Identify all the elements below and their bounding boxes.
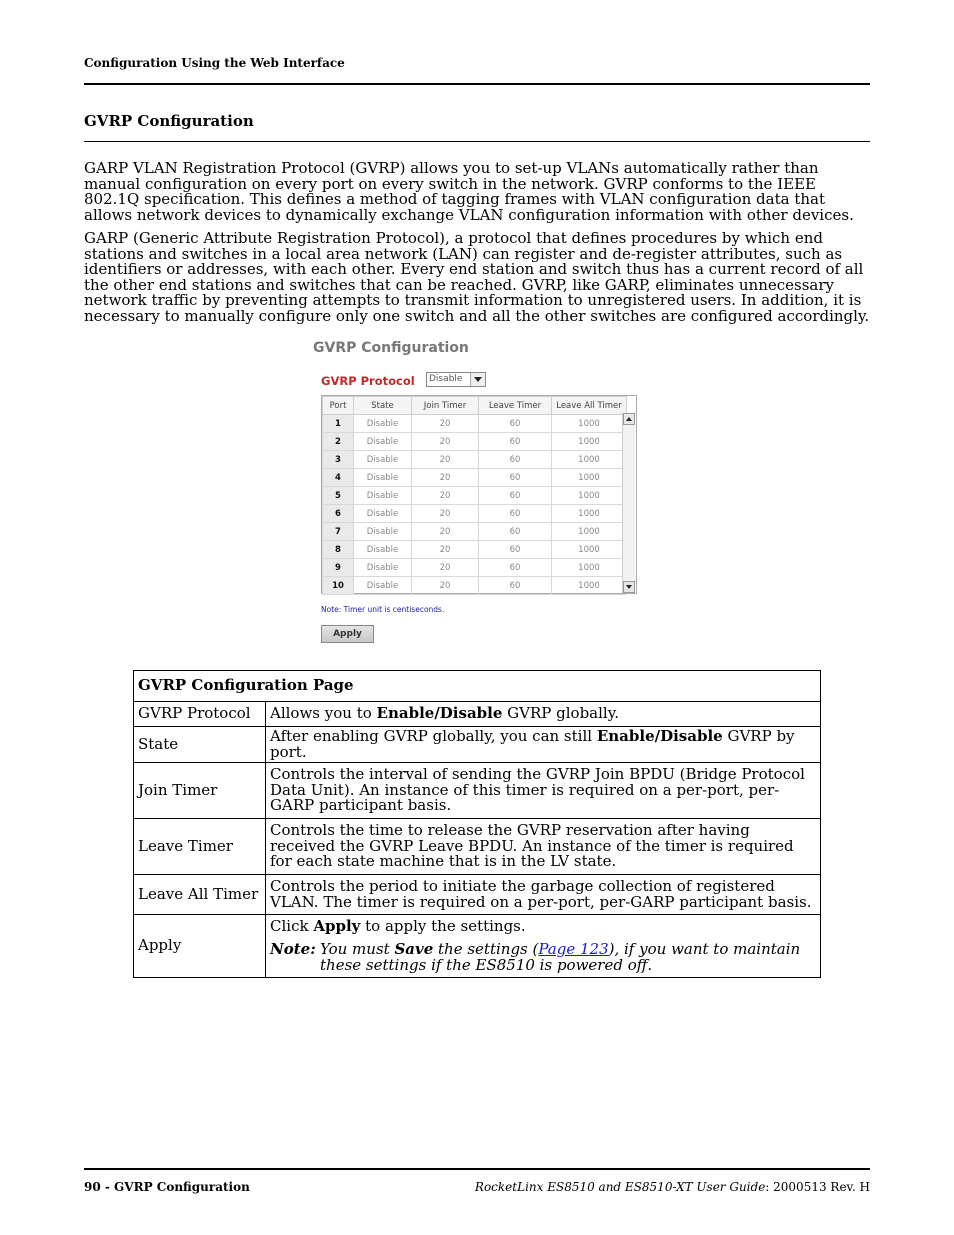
table-row	[323, 523, 627, 541]
footer-revision: : 2000513 Rev. H	[765, 1180, 870, 1194]
col-leave-timer: Leave Timer	[479, 397, 552, 415]
join-timer-cell[interactable]: 20	[412, 505, 479, 523]
port-cell: 6	[323, 505, 354, 523]
apply-instruction	[270, 916, 816, 935]
leave-timer-cell[interactable]: 60	[479, 541, 552, 559]
desc-text: Click	[270, 916, 314, 935]
leave-all-timer-cell[interactable]: 1000	[552, 505, 627, 523]
desc-bold: Enable/Disable	[376, 704, 503, 723]
port-cell: 3	[323, 451, 354, 469]
leave-timer-cell[interactable]: 60	[479, 523, 552, 541]
desc-state	[266, 727, 821, 763]
state-cell[interactable]: Disable	[354, 469, 412, 487]
leave-all-timer-cell[interactable]: 1000	[552, 451, 627, 469]
term-leave-timer: Leave Timer	[134, 819, 266, 875]
join-timer-cell[interactable]: 20	[412, 541, 479, 559]
state-cell[interactable]: Disable	[354, 415, 412, 433]
leave-all-timer-cell[interactable]: 1000	[552, 415, 627, 433]
term-join-timer: Join Timer	[134, 763, 266, 819]
table-row	[323, 433, 627, 451]
table-row	[323, 469, 627, 487]
header-rule	[84, 83, 870, 85]
gvrp-protocol-label: GVRP Protocol	[321, 374, 415, 388]
desc-apply	[266, 915, 821, 978]
term-leave-all-timer: Leave All Timer	[134, 875, 266, 915]
desc-gvrp-protocol	[266, 702, 821, 727]
leave-timer-cell[interactable]: 60	[479, 559, 552, 577]
gvrp-protocol-value: Disable	[429, 374, 463, 384]
gvrp-protocol-select[interactable]	[426, 372, 486, 387]
join-timer-cell[interactable]: 20	[412, 469, 479, 487]
leave-timer-cell[interactable]: 60	[479, 505, 552, 523]
leave-all-timer-cell[interactable]: 1000	[552, 433, 627, 451]
col-state: State	[354, 397, 412, 415]
page-link[interactable]: Page 123	[538, 940, 609, 959]
leave-timer-cell[interactable]: 60	[479, 577, 552, 595]
port-cell: 8	[323, 541, 354, 559]
term-apply: Apply	[134, 915, 266, 978]
table-scrollbar[interactable]	[622, 413, 635, 593]
intro-paragraph-garp: GARP (Generic Attribute Registration Protocol), a protocol that defines procedures by which end stations and switches in a local area network (LAN) can register and de-register attributes, such as identifiers or addresses, with each other. Every end station and switch thus has a current record of all the other end stations and switches that can be reached. GVRP, like GARP, eliminates unnecessary network traffic by preventing attempts to transmit information to unregistered users. In addition, it is necessary to manually configure only one switch and all the other switches are configured accordingly.	[84, 229, 870, 325]
port-table-container	[321, 395, 637, 594]
scroll-down-icon[interactable]	[623, 581, 635, 593]
note-bold: Save	[394, 940, 434, 959]
port-cell: 7	[323, 523, 354, 541]
timer-unit-note: Note: Timer unit is centiseconds.	[321, 605, 445, 614]
note-text: You must	[320, 940, 395, 959]
desc-text: to apply the settings.	[360, 916, 526, 935]
state-cell[interactable]: Disable	[354, 433, 412, 451]
desc-text: GVRP by port.	[270, 727, 795, 761]
leave-all-timer-cell[interactable]: 1000	[552, 523, 627, 541]
leave-timer-cell[interactable]: 60	[479, 415, 552, 433]
desc-bold: Apply	[313, 916, 361, 935]
state-cell[interactable]: Disable	[354, 523, 412, 541]
leave-timer-cell[interactable]: 60	[479, 487, 552, 505]
port-cell: 4	[323, 469, 354, 487]
desc-join-timer: Controls the interval of sending the GVRP Join BPDU (Bridge Protocol Data Unit). An instance of this timer is required on a per-port, per-GARP participant basis.	[266, 763, 821, 819]
port-cell: 1	[323, 415, 354, 433]
scroll-up-icon[interactable]	[623, 413, 635, 425]
note-text: the settings (	[433, 940, 539, 959]
intro-paragraph-gvrp: GARP VLAN Registration Protocol (GVRP) allows you to set-up VLANs automatically rather than manual configuration on every port on every switch in the network. GVRP conforms to the IEEE 802.1Q specification. This defines a method of tagging frames with VLAN configuration data that allows network devices to dynamically exchange VLAN configuration information with other devices.	[84, 159, 854, 224]
leave-all-timer-cell[interactable]: 1000	[552, 469, 627, 487]
state-cell[interactable]: Disable	[354, 451, 412, 469]
note-body	[320, 942, 816, 973]
ui-title: GVRP Configuration	[313, 340, 469, 356]
section-title: GVRP Configuration	[84, 112, 254, 130]
gvrp-config-screenshot	[313, 338, 643, 648]
leave-all-timer-cell[interactable]: 1000	[552, 577, 627, 595]
table-row	[323, 451, 627, 469]
col-join-timer: Join Timer	[412, 397, 479, 415]
leave-all-timer-cell[interactable]: 1000	[552, 487, 627, 505]
join-timer-cell[interactable]: 20	[412, 415, 479, 433]
leave-all-timer-cell[interactable]: 1000	[552, 559, 627, 577]
footer-rule	[84, 1168, 870, 1170]
state-cell[interactable]: Disable	[354, 577, 412, 595]
running-header: Configuration Using the Web Interface	[84, 56, 345, 70]
join-timer-cell[interactable]: 20	[412, 433, 479, 451]
join-timer-cell[interactable]: 20	[412, 559, 479, 577]
join-timer-cell[interactable]: 20	[412, 451, 479, 469]
section-rule	[84, 141, 870, 142]
leave-timer-cell[interactable]: 60	[479, 451, 552, 469]
state-cell[interactable]: Disable	[354, 541, 412, 559]
port-table-header	[323, 397, 627, 415]
desc-text: Allows you to	[270, 704, 377, 723]
col-leave-all-timer: Leave All Timer	[552, 397, 627, 415]
table-row	[323, 505, 627, 523]
state-cell[interactable]: Disable	[354, 505, 412, 523]
leave-timer-cell[interactable]: 60	[479, 433, 552, 451]
join-timer-cell[interactable]: 20	[412, 523, 479, 541]
desc-leave-timer: Controls the time to release the GVRP reservation after having received the GVRP Leave BPDU. An instance of the timer is required for each state machine that is in the LV state.	[266, 819, 821, 875]
port-cell: 5	[323, 487, 354, 505]
term-gvrp-protocol: GVRP Protocol	[134, 702, 266, 727]
port-cell: 10	[323, 577, 354, 595]
table-row	[323, 415, 627, 433]
desc-bold: Enable/Disable	[596, 727, 723, 745]
desc-leave-all-timer: Controls the period to initiate the garbage collection of registered VLAN. The timer is required on a per-port, per-GARP participant basis.	[266, 875, 821, 915]
join-timer-cell[interactable]: 20	[412, 577, 479, 595]
port-table	[322, 396, 627, 595]
col-port: Port	[323, 397, 354, 415]
leave-all-timer-cell[interactable]: 1000	[552, 541, 627, 559]
note-text: ), if you want to maintain these settings if the ES8510 is powered off.	[320, 940, 801, 974]
footer-doc-title	[475, 1180, 870, 1194]
term-state: State	[134, 727, 266, 763]
footer-page-label: 90 - GVRP Configuration	[84, 1180, 250, 1194]
leave-timer-cell[interactable]: 60	[479, 469, 552, 487]
state-cell[interactable]: Disable	[354, 559, 412, 577]
apply-note	[270, 942, 816, 973]
join-timer-cell[interactable]: 20	[412, 487, 479, 505]
table-row	[323, 541, 627, 559]
state-cell[interactable]: Disable	[354, 487, 412, 505]
chevron-down-icon[interactable]	[470, 373, 485, 386]
table-row	[323, 559, 627, 577]
footer-guide-name: RocketLinx ES8510 and ES8510-XT User Guide	[474, 1180, 766, 1194]
desc-text: GVRP globally.	[502, 704, 619, 723]
desc-text: After enabling GVRP globally, you can still	[270, 727, 597, 745]
port-cell: 9	[323, 559, 354, 577]
table-row	[323, 577, 627, 595]
port-cell: 2	[323, 433, 354, 451]
gvrp-config-reference-table	[133, 670, 821, 978]
note-label: Note:	[270, 940, 316, 959]
apply-button[interactable]: Apply	[321, 625, 374, 643]
table-row	[323, 487, 627, 505]
table-caption: GVRP Configuration Page	[134, 671, 821, 702]
